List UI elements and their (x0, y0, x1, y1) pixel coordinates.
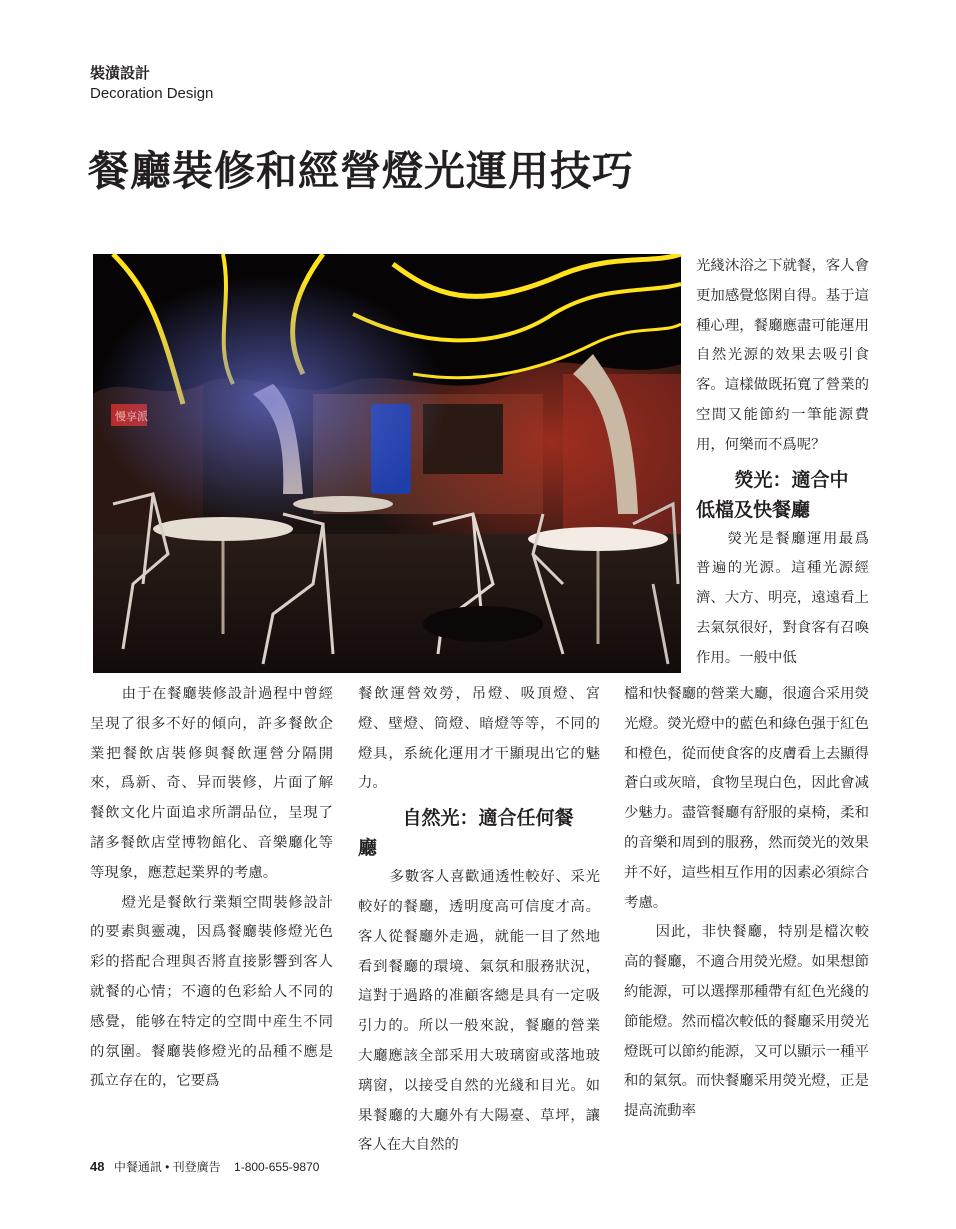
paragraph: 檔和快餐廳的營業大廳，很適合采用熒光燈。熒光燈中的藍色和綠色强于紅色和橙色，從而使食客的皮膚看上去顯得蒼白或灰暗，食物呈現白色，因此會减少魅力。盡管餐廳有舒服的桌椅，柔和的音樂和周到的服務，然而熒光的效果并不好，這些相互作用的因素必須綜合考慮。 (624, 686, 869, 911)
publication-name: 中餐通訊 • 刊登廣告 (113, 1160, 221, 1174)
article-title: 餐廳裝修和經營燈光運用技巧 (88, 147, 634, 195)
column-2 (358, 680, 600, 1161)
paragraph: 光綫沐浴之下就餐，客人會更加感覺悠閑自得。基于這種心理，餐廳應盡可能運用自然光源的效果去吸引食客。這樣做既拓寬了營業的空間又能節約一筆能源費用，何樂而不爲呢？ (696, 258, 869, 453)
subheading-line: 低檔及快餐廳 (696, 498, 811, 521)
section-label-en: Decoration Design (90, 85, 214, 102)
restaurant-interior-photo (93, 254, 681, 673)
subheading-line: 熒光：適合中 (734, 468, 849, 491)
paragraph: 由于在餐廳裝修設計過程中曾經呈現了很多不好的傾向，許多餐飲企業把餐飲店裝修與餐飲運營分隔開來，爲新、奇、异而裝修，片面了解餐飲文化片面追求所謂品位，呈現了諸多餐飲店堂博物館化、音樂廳化等等現象，應惹起業界的考慮。 (90, 686, 333, 881)
page-footer (90, 1158, 319, 1175)
subheading-natural-light (358, 803, 600, 863)
subheading-fluorescent (696, 465, 869, 525)
phone-number: 1-800-655-9870 (234, 1160, 320, 1174)
column-3-top (696, 252, 869, 674)
paragraph: 多數客人喜歡通透性較好、采光較好的餐廳，透明度高可信度才高。客人從餐廳外走過，就能一目了然地看到餐廳的環境、氣氛和服務狀況，這對于過路的准顧客總是具有一定吸引力的。所以一般來說，餐廳的營業大廳應該全部采用大玻璃窗或落地玻璃窗，以接受自然的光綫和目光。如果餐廳的大廳外有大陽臺、草坪，讓客人在大自然的 (358, 869, 600, 1154)
subheading-line: 廳 (358, 837, 378, 860)
column-1 (90, 680, 333, 1097)
paragraph: 熒光是餐廳運用最爲普遍的光源。這種光源經濟、大方、明亮，遠遠看上去氣氛很好，對食客有召喚作用。一般中低 (696, 530, 869, 666)
paragraph: 因此，非快餐廳，特别是檔次較高的餐廳，不適合用熒光燈。如果想節約能源，可以選擇那種帶有紅色光綫的節能燈。然而檔次較低的餐廳采用熒光燈既可以節約能源，又可以顯示一種平和的氣氛。而快餐廳采用熒光燈，正是提高流動率 (624, 924, 869, 1120)
paragraph: 燈光是餐飲行業類空間裝修設計的要素與靈魂，因爲餐廳裝修燈光色彩的搭配合理與否將直接影響到客人就餐的心情；不適的色彩給人不同的感覺，能够在特定的空間中産生不同的氛圍。餐廳裝修燈光的品種不應是孤立存在的，它要爲 (90, 894, 333, 1090)
paragraph: 餐飲運營效勞，吊燈、吸頂燈、宮燈、壁燈、筒燈、暗燈等等，不同的燈具，系統化運用才干顯現出它的魅力。 (358, 686, 600, 792)
page-number: 48 (90, 1159, 105, 1174)
column-3-bottom (624, 680, 869, 1127)
subheading-line: 自然光：適合任何餐 (402, 807, 574, 830)
section-label-zh: 裝潢設計 (90, 64, 151, 82)
